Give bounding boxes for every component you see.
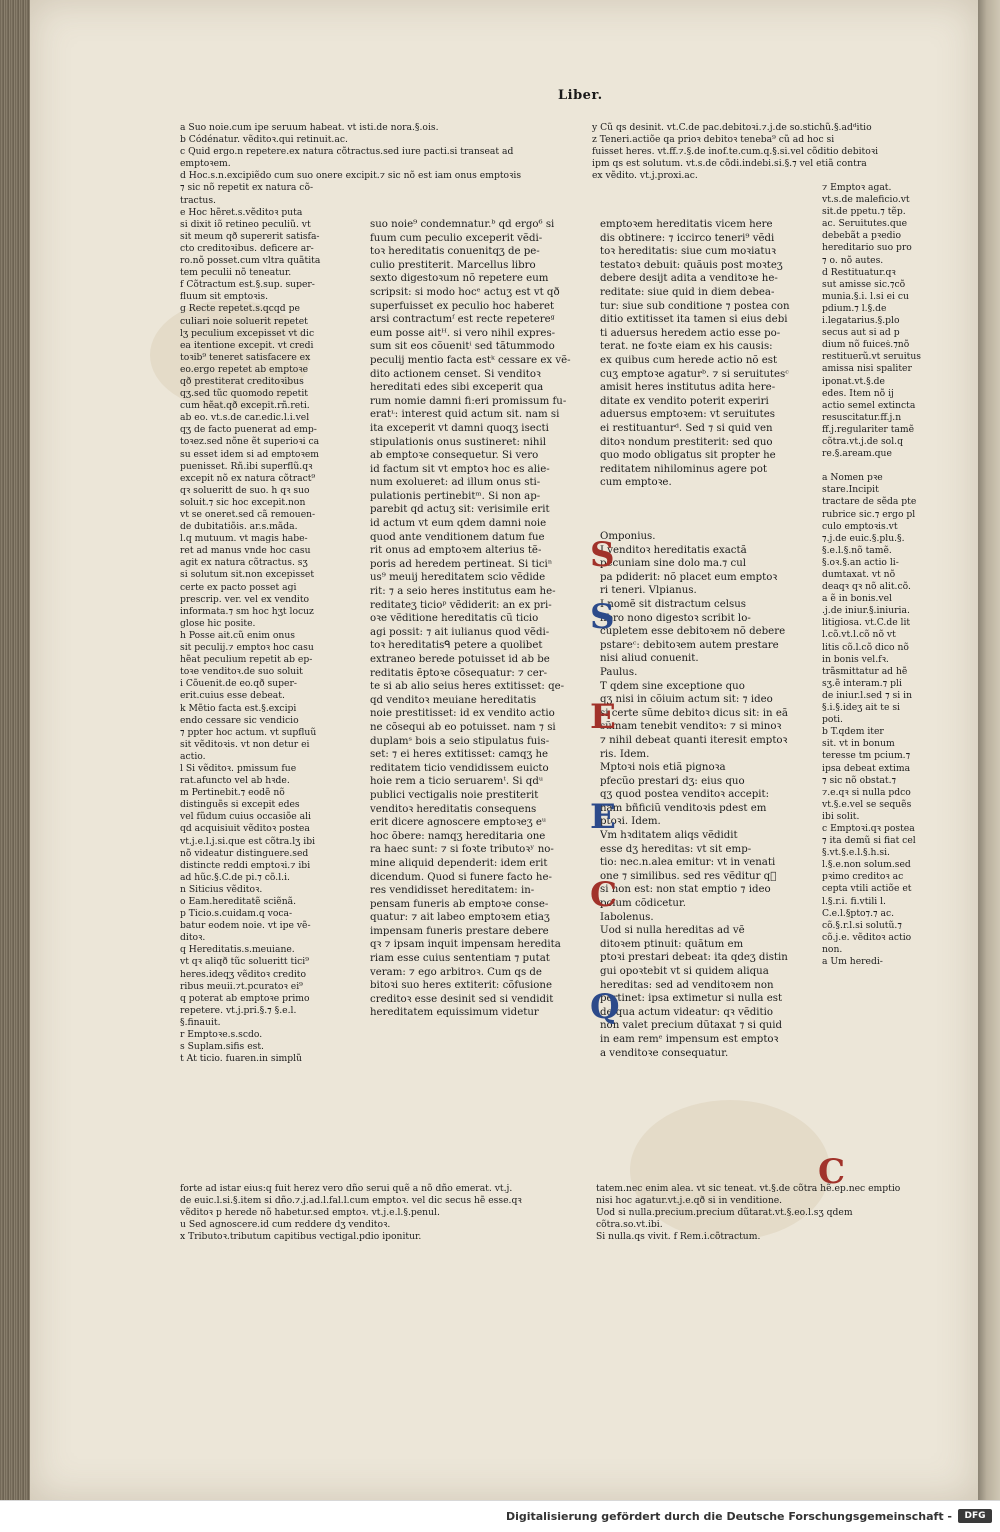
text-line: ra haec sunt: ⁊ si foꝛte tributoꝛʸ no- bbox=[370, 844, 554, 856]
text-line: set: ⁊ ei heres extitisset: camqʒ he bbox=[370, 749, 549, 761]
text-line: de iniur.l.sed ⁊ si in bbox=[822, 689, 912, 701]
text-line: ptoꝛi. Idem. bbox=[600, 816, 661, 828]
text-line: stipulationis onus sustineret: nihil bbox=[370, 436, 547, 448]
text-line: debere desijt adita a venditoꝛe he- bbox=[600, 273, 778, 285]
text-line: a ẽ in bonis.vel bbox=[822, 593, 893, 605]
right-top-gloss bbox=[592, 122, 937, 188]
text-line: nisi hoc agatur.vt.j.e.qð si in venditione. bbox=[596, 1195, 783, 1207]
text-line: id factum sit vt emptoꝛ hoc es alie- bbox=[370, 463, 550, 475]
text-line: dium nõ fuiceṡ.⁊nõ bbox=[822, 339, 910, 351]
text-line: Iabolenus. bbox=[600, 911, 654, 923]
text-line: ita exceperit vt damni quoqʒ isecti bbox=[370, 422, 549, 434]
text-line: de dubitatiõis. ar.s.mãda. bbox=[180, 521, 298, 533]
text-line: I venditoꝛ hereditatis exactã bbox=[600, 544, 747, 556]
text-line: y Cũ qs desinit. vt.C.de pac.debitoꝛi.⁊.j.de so.stichũ.§.adᵈitio bbox=[592, 122, 872, 133]
text-line: i Cõuenit.de eo.qð super- bbox=[180, 678, 297, 690]
text-line: emptoꝛem. bbox=[180, 158, 231, 170]
text-line: a venditoꝛe consequatur. bbox=[600, 1047, 729, 1059]
text-line: batur eodem noie. vt ipe vẽ- bbox=[180, 920, 311, 932]
text-line: Uod si nulla.precium.precium dũtarat.vt.§.eo.l.sʒ qdem bbox=[596, 1207, 853, 1219]
text-line: cõ.§.r.l.si solutũ.⁊ bbox=[822, 919, 902, 931]
text-line: arsi contractumᶠ est recte repetereᵍ bbox=[370, 314, 555, 326]
text-line: riam esse cuius sententiam ⁊ putat bbox=[370, 953, 550, 965]
text-line: soluit.⁊ sic hoc excepit.non bbox=[180, 496, 306, 508]
blue-initial: Q bbox=[590, 987, 620, 1027]
text-line: te si ab alio seius heres extitisset: qe- bbox=[370, 681, 565, 693]
text-line: testatoꝛ debuit: quãuis post moꝛteʒ bbox=[600, 259, 783, 271]
text-line: vel fũdum cuius occasiõe ali bbox=[180, 811, 311, 823]
text-line: ⁊ Emptoꝛ agat. bbox=[822, 182, 892, 193]
text-line: qð prestiterat creditoꝛibus bbox=[180, 375, 304, 387]
text-line: prescrip. ver. vel ex vendito bbox=[180, 593, 310, 605]
text-line: toꝛez.sed nõne ẽt superioꝛi ca bbox=[180, 436, 320, 448]
text-line: ⁊ nihil debeat quanti iteresit emptoꝛ bbox=[600, 734, 788, 746]
text-line: u Sed agnoscere.id cum reddere dʒ venditoꝛ. bbox=[180, 1219, 391, 1231]
text-line: l.q mutuum. vt magis habe- bbox=[180, 533, 308, 545]
text-line: ditio extitisset ita tamen si eius debi bbox=[600, 314, 788, 326]
text-line: .j.de iniur.§.iniuria. bbox=[822, 605, 910, 617]
text-line: pdium.⁊ l.§.de bbox=[822, 302, 887, 314]
text-line: r Emptoꝛe.s.scdo. bbox=[180, 1029, 263, 1041]
text-line bbox=[822, 460, 940, 472]
text-line: vt.j.e.l.j.si.que est cõtra.lʒ ibi bbox=[180, 835, 316, 847]
text-line: agit ex natura cõtractus. sʒ bbox=[180, 557, 308, 569]
text-line: qʒ de facto puenerat ad emp- bbox=[180, 424, 317, 436]
text-line: l.cõ.vt.l.cõ nõ vt bbox=[822, 629, 896, 641]
text-line: z Teneri.actiõe qa prioꝛ debitoꝛ teneba⁹ cũ ad hoc si bbox=[592, 134, 835, 146]
text-line: qʒ quod postea venditoꝛ accepit: bbox=[600, 789, 770, 801]
text-line: qd acquisiuit vẽditoꝛ postea bbox=[180, 823, 310, 835]
text-line: nisi aliud conuenit. bbox=[600, 653, 699, 665]
text-line: ab emptoꝛe consequetur. Si vero bbox=[370, 450, 539, 462]
text-line: g Recte repetet.s.qcqd pe bbox=[180, 303, 300, 315]
text-line: ri teneri. Vlpianus. bbox=[600, 585, 697, 597]
text-line: ea itentione excepit. vt credi bbox=[180, 339, 314, 351]
text-line: qʒ nisi in cõiuim actum sit: ⁊ ideo bbox=[600, 694, 773, 706]
text-line: scripsit: si modo hocᵉ actuʒ est vt qð bbox=[370, 286, 560, 298]
text-line: T qdem sine exceptione quo bbox=[600, 680, 745, 692]
center-text-column bbox=[370, 218, 585, 1158]
text-line: superfuisset ex peculio hoc haberet bbox=[370, 300, 555, 312]
text-line: gui opoꝛtebit vt si quidem aliqua bbox=[600, 966, 769, 977]
text-line: litis cõ.l.cõ dico nõ bbox=[822, 641, 909, 653]
text-line: esse dʒ hereditas: vt sit emp- bbox=[600, 843, 752, 855]
text-line: sit peculij.⁊ emptoꝛ hoc casu bbox=[180, 642, 314, 654]
text-line: aduersus emptoꝛem: vt seruitutes bbox=[600, 409, 775, 421]
text-line: suo noie⁹ condemnatur.ᵇ qd ergo⁶ si bbox=[370, 219, 555, 230]
text-line: mine aliquid dependerit: idem erit bbox=[370, 857, 548, 869]
text-line: c Quid ergo.n repetere.ex natura cõtractus.sed iure pacti.si transeat ad bbox=[180, 146, 514, 158]
text-line: bitoꝛi suo heres extiterit: cõfusione bbox=[370, 980, 552, 992]
text-line: reditatem nihilominus agere pot bbox=[600, 463, 767, 475]
text-line: forte ad istar eius:q fuit herez vero dño serui quẽ a nõ dño emerat. vt.j. bbox=[180, 1183, 513, 1194]
text-line: f Cõtractum est.§.sup. super- bbox=[180, 279, 315, 291]
text-line: pecuniam sine dolo ma.⁊ cul bbox=[600, 558, 747, 570]
text-line: amissa nisi spaliter bbox=[822, 363, 912, 375]
text-line: edes. Item nõ ij bbox=[822, 387, 894, 399]
text-line: resuscitatur.ff.j.n bbox=[822, 411, 902, 423]
text-line: si dixit iõ retineo peculiũ. vt bbox=[180, 218, 311, 230]
far-right-gloss-column bbox=[822, 182, 940, 1182]
text-line: noie prestitisset: id ex vendito actio bbox=[370, 708, 555, 720]
text-line: us⁹ meuij hereditatem scio vẽdide bbox=[370, 572, 546, 584]
text-line: sit meum qð supererit satisfa- bbox=[180, 230, 320, 242]
text-line: p Ticio.s.cuidam.q voca- bbox=[180, 908, 293, 920]
text-line: Si nulla.qs vivit. f Rem.i.cõtractum. bbox=[596, 1231, 761, 1243]
rubricated-initial: C bbox=[818, 1152, 846, 1192]
text-line: ipsa debeat extima bbox=[822, 762, 911, 774]
text-line: sut amisse sic.⁊cõ bbox=[822, 278, 906, 290]
text-line: endo cessare sic vendicio bbox=[180, 714, 299, 726]
text-line: cuʒ emptoꝛe agaturᵇ. ⁊ si seruitutesᶜ bbox=[600, 368, 789, 380]
right-text-column bbox=[600, 218, 818, 518]
text-line: fuisset heres. vt.ff.⁊.§.de inof.te.cum.q.§.si.vel cõditio debitoꝛi bbox=[592, 146, 879, 158]
text-line: actio. bbox=[180, 750, 206, 762]
text-line: culiari noie soluerit repetet bbox=[180, 315, 308, 327]
text-line: actio semel extincta bbox=[822, 399, 916, 411]
text-line: I nomẽ sit distractum celsus bbox=[600, 598, 747, 610]
text-line: dicendum. Quod si funere facto he- bbox=[370, 871, 552, 883]
text-line: in eam remᵉ impensum est emptoꝛ bbox=[600, 1033, 779, 1045]
text-line: q Hereditatis.s.meuiane. bbox=[180, 944, 295, 956]
text-line: vẽditoꝛ p herede nõ habetur.sed emptoꝛ. vt.j.e.l.§.penul. bbox=[180, 1207, 440, 1219]
text-line: ad hũc.§.C.de pi.⁊ cõ.l.i. bbox=[180, 871, 290, 883]
text-line: Paulus. bbox=[600, 666, 638, 678]
text-line: toꝛe venditoꝛ.de suo soluit bbox=[180, 666, 303, 678]
text-line: culio prestiterit. Marcellus libro bbox=[370, 259, 536, 271]
text-line: heres.ideqʒ vẽditoꝛ credito bbox=[180, 968, 307, 980]
text-line: l.§.r.i. fi.vtili l. bbox=[822, 895, 886, 907]
text-line: ff.j.regulariter tamẽ bbox=[822, 423, 915, 435]
text-line: reditatem ticio vendidissem euicto bbox=[370, 762, 549, 774]
text-line: b T.qdem iter bbox=[822, 726, 884, 738]
text-line: agi possit: ⁊ ait iulianus quod vẽdi- bbox=[370, 626, 550, 638]
text-line: in bonis vel.fꝛ. bbox=[822, 653, 889, 665]
text-line: §.finauit. bbox=[180, 1016, 221, 1028]
blue-initial: S bbox=[590, 597, 615, 637]
text-line: si certe sũme debitoꝛ dicus sit: in eã bbox=[600, 707, 788, 719]
text-line: sʒ.ẽ interam.⁊ pli bbox=[822, 677, 902, 689]
text-line: qd venditoꝛ meuiane hereditatis bbox=[370, 694, 537, 706]
text-line: ei restituanturᵈ. Sed ⁊ si quid ven bbox=[600, 422, 773, 434]
text-line: non valet precium dũtaxat ⁊ si quid bbox=[600, 1020, 783, 1032]
text-line: n Siticius vẽditoꝛ. bbox=[180, 883, 263, 895]
text-line: cum hẽat.qð excepit.rñ.reti. bbox=[180, 400, 310, 412]
text-line: hereditario suo pro bbox=[822, 242, 912, 254]
text-line: informata.⁊ sm hoc hʒt locuz bbox=[180, 605, 314, 617]
text-line: si solutum sit.non excepisset bbox=[180, 569, 315, 581]
text-line: hẽat peculium repetit ab ep- bbox=[180, 654, 313, 666]
text-line: cepta vtili actiõe et bbox=[822, 883, 912, 895]
text-line: ipm qs est solutum. vt.s.de cõdi.indebi.si.§.⁊ vel etiã contra bbox=[592, 158, 867, 170]
text-line: de euic.l.si.§.item si dño.⁊.j.ad.l.fal.l.cum emptoꝛ. vel dic secus hẽ esse.qꝛ bbox=[180, 1195, 522, 1207]
text-line: ribus meuii.⁊t.pcuratoꝛ ei⁹ bbox=[180, 980, 303, 992]
text-line: ⁊ sic nõ obstat.⁊ bbox=[822, 774, 897, 786]
text-line: litigiosa. vt.C.de lit bbox=[822, 617, 911, 629]
text-line: extraneo berede potuisset id ab be bbox=[370, 654, 550, 665]
text-line: hereditas: sed ad venditoꝛem non bbox=[600, 979, 774, 991]
text-line: rit onus ad emptoꝛem alterius tẽ- bbox=[370, 545, 542, 557]
text-line: secus aut si ad p bbox=[822, 327, 900, 339]
text-line: a Um heredi- bbox=[822, 956, 883, 967]
text-line: tractare de sẽda pte bbox=[822, 496, 917, 508]
text-line: vt se oneret.sed cã remouen- bbox=[180, 509, 316, 520]
text-line: ⁊ ita demũ si fiat cel bbox=[822, 835, 916, 847]
text-line: ditoꝛ. bbox=[180, 932, 206, 944]
text-line: eratᶫ: interest quid actum sit. nam si bbox=[370, 409, 560, 421]
text-line: qʒ.sed tũc quomodo repetit bbox=[180, 388, 308, 400]
text-line: pa pdiderit: nõ placet eum emptoꝛ bbox=[600, 571, 778, 583]
text-line: impensam funeris prestare debere bbox=[370, 925, 549, 937]
text-line: Vm hꝛditatem aliqs vẽdidit bbox=[600, 830, 738, 842]
text-line: ex quibus cum herede actio nõ est bbox=[600, 354, 778, 366]
text-line: pulationis pertinebitᵐ. Si non ap- bbox=[370, 490, 541, 502]
text-line: libro nono digestoꝛ scribit lo- bbox=[600, 612, 751, 624]
text-line: k Mẽtio facta est.§.excipi bbox=[180, 702, 297, 714]
text-line: hereditati edes sibi exceperit qua bbox=[370, 382, 544, 394]
text-line: l Si vẽditoꝛ. pmissum fue bbox=[180, 762, 297, 774]
text-line: reditatis ẽptoꝛe cõsequatur: ⁊ cer- bbox=[370, 667, 548, 679]
text-line: ris. Idem. bbox=[600, 748, 650, 760]
text-line: nam bñficiũ venditoꝛis pdest em bbox=[600, 802, 767, 814]
text-line: sit. vt in bonum bbox=[822, 738, 895, 750]
text-line: tem peculii nõ teneatur. bbox=[180, 267, 292, 279]
text-line: ti aduersus heredem actio esse po- bbox=[600, 327, 781, 339]
text-line: §.i.§.ideʒ ait te si bbox=[822, 702, 900, 714]
text-line: iponat.vt.§.de bbox=[822, 375, 885, 387]
text-line: ne cõsequi ab eo potuisset. nam ⁊ si bbox=[370, 721, 556, 733]
text-line: poris ad heredem pertineat. Si ticiⁿ bbox=[370, 558, 553, 570]
rubricated-initial: C bbox=[590, 875, 618, 915]
rubricated-initial: S bbox=[590, 535, 615, 575]
text-line: ⁊ sic nõ repetit ex natura cõ- bbox=[180, 182, 314, 194]
text-line: ⁊.j.de euic.§.plu.§. bbox=[822, 532, 905, 544]
running-head: Liber. bbox=[558, 88, 603, 103]
footer-bar bbox=[0, 1500, 1000, 1532]
next-page-edge bbox=[978, 0, 1000, 1500]
text-line: sit.de ppetu.⁊ tẽp. bbox=[822, 206, 906, 218]
text-line: sit vẽditoꝛis. vt non detur ei bbox=[180, 738, 310, 750]
text-line: venditoꝛ hereditatis consequens bbox=[370, 803, 537, 815]
text-line: ⁊ o. nõ autes. bbox=[822, 254, 884, 266]
text-line: amisit heres institutus adita here- bbox=[600, 382, 776, 394]
text-line: quatur: ⁊ ait labeo emptoꝛem etiaʒ bbox=[370, 912, 550, 924]
text-line: Mptoꝛi nois etiã pignoꝛa bbox=[600, 762, 726, 774]
text-line: dito actionem censet. Si venditoꝛ bbox=[370, 368, 541, 380]
text-line: C.e.l.§pto⁊.⁊ ac. bbox=[822, 907, 895, 919]
text-line: reditateʒ ticioᵖ vẽdiderit: an ex pri- bbox=[370, 599, 552, 611]
text-line: o Eam.hereditatẽ sciẽnã. bbox=[180, 896, 297, 907]
text-line: pstareᶜ: debitoꝛem autem prestare bbox=[600, 639, 779, 651]
text-line: ptoꝛi prestari debeat: ita qdeʒ distin bbox=[600, 952, 788, 964]
text-line: §.vt.§.e.l.§.h.si. bbox=[822, 847, 890, 859]
text-line: vt qꝛ aliqð tũc solueritt tici⁹ bbox=[180, 956, 309, 968]
text-line: a Suo noie.cum ipe seruum habeat. vt isti.de nora.§.ois. bbox=[180, 122, 439, 133]
text-line: num exolueret: ad illum onus sti- bbox=[370, 477, 541, 489]
text-line: dumtaxat. vt nõ bbox=[822, 569, 896, 580]
text-line: pensam funeris ab emptoꝛe conse- bbox=[370, 898, 549, 910]
text-line: §.e.l.§.nõ tamẽ. bbox=[822, 544, 892, 556]
text-line: ⁊.e.qꝛ si nulla pdco bbox=[822, 786, 911, 798]
text-line: ac. Seruitutes.que bbox=[822, 218, 908, 230]
text-line: restituerũ.vt seruitus bbox=[822, 351, 921, 363]
text-line: one ⁊ similibus. sed res vẽditur qᷓ bbox=[600, 870, 777, 882]
text-line: l.§.e.non solum.sed bbox=[822, 859, 911, 871]
text-line: su esset idem si ad emptoꝛem bbox=[180, 448, 319, 460]
text-line: munia.§.i. l.si ei cu bbox=[822, 290, 909, 302]
text-line: cõ.j.e. vẽditoꝛ actio bbox=[822, 931, 912, 943]
text-line: toꝛib⁹ teneret satisfacere ex bbox=[180, 351, 311, 363]
text-line: ro.nõ posset.cum vltra quãtita bbox=[180, 255, 321, 267]
rubricated-initial: E bbox=[590, 697, 616, 737]
text-line: re.§.aream.que bbox=[822, 448, 892, 460]
text-line: fluum sit emptoꝛis. bbox=[180, 291, 269, 303]
text-line: hoie rem a ticio seruaremᵗ. Si qdᵘ bbox=[370, 776, 543, 788]
text-line: rubrice sic.⁊ ergo pl bbox=[822, 508, 916, 520]
text-line: qꝛ ⁊ ipsam inquit impensam heredita bbox=[370, 939, 561, 951]
text-line: quo modo obligatus sit propter he bbox=[600, 450, 776, 462]
blue-initial: E bbox=[590, 797, 616, 837]
text-line: duplamˢ bois a seio stipulatus fuis- bbox=[370, 735, 550, 747]
text-line: Uod si nulla hereditas ad vẽ bbox=[600, 925, 745, 937]
text-line: cto creditoꝛibus. deficere ar- bbox=[180, 242, 314, 254]
text-line: distincte reddi emptoꝛi.⁊ ibi bbox=[180, 859, 311, 871]
text-line: m Pertinebit.⁊ eodẽ nõ bbox=[180, 787, 285, 799]
text-line: nõ videatur distinguere.sed bbox=[180, 847, 309, 859]
dfg-logo: DFG bbox=[958, 1509, 992, 1523]
text-line: toꝛ hereditatis conuenitqʒ de pe- bbox=[370, 246, 540, 258]
text-line: debebãt a pꝛedio bbox=[822, 230, 902, 242]
text-line: emptoꝛem hereditatis vicem here bbox=[600, 219, 773, 230]
text-line: erit dicere agnoscere emptoꝛeʒ eᵘ bbox=[370, 817, 546, 829]
text-line: veram: ⁊ ego arbitroꝛ. Cum qs de bbox=[370, 966, 542, 978]
text-line: cum emptoꝛe. bbox=[600, 477, 672, 489]
text-line: x Tributoꝛ.tributum capitibus vectigal.pdio iponitur. bbox=[180, 1231, 422, 1243]
text-line: tio: nec.n.alea emitur: vt in venati bbox=[600, 857, 776, 869]
text-line: d Restituatur.qꝛ bbox=[822, 266, 896, 278]
text-line: de qua actum videatur: qꝛ vẽditio bbox=[600, 1006, 773, 1018]
text-line: cõtra.so.vt.ibi. bbox=[596, 1219, 663, 1231]
text-line: ibi solit. bbox=[822, 810, 860, 822]
text-line: vt.s.de maleficio.vt bbox=[822, 194, 910, 206]
text-line: toꝛ hereditatis: siue cum moꝛiatuꝛ bbox=[600, 246, 776, 258]
text-line: oꝛe vẽditione hereditatis cũ ticio bbox=[370, 613, 539, 625]
footer-credit: Digitalisierung gefördert durch die Deutsche Forschungsgemeinschaft - bbox=[505, 1510, 952, 1523]
text-line: peculij mentio facta estᵏ cessare ex vẽ- bbox=[370, 354, 571, 366]
text-line: ab eo. vt.s.de car.edic.l.i.vel bbox=[180, 412, 310, 424]
text-line: stare.Incipit bbox=[822, 484, 879, 496]
text-line: ret ad manus vnde hoc casu bbox=[180, 545, 311, 557]
text-line: puenisset. Rñ.ibi superflũ.qꝛ bbox=[180, 460, 313, 472]
text-line: tur: siue sub conditione ⁊ postea con bbox=[600, 300, 790, 312]
text-line: erit.cuius esse debeat. bbox=[180, 690, 285, 702]
bottom-gloss bbox=[180, 1183, 570, 1258]
text-line: ditoꝛ nondum prestiterit: sed quo bbox=[600, 436, 773, 448]
text-line: pfecũo prestari dʒ: eius quo bbox=[600, 775, 745, 787]
text-line: h Posse ait.cũ enim onus bbox=[180, 629, 295, 641]
text-line: pcium cõdicetur. bbox=[600, 898, 686, 910]
text-line: rum nomie damni fi:eri promissum fu- bbox=[370, 395, 567, 407]
text-line: toꝛ hereditatisᑫ petere a quolibet bbox=[370, 640, 543, 652]
text-line: eo.ergo repetet ab emptoꝛe bbox=[180, 363, 309, 375]
text-line: rit: ⁊ a seio heres institutus eam he- bbox=[370, 586, 556, 598]
text-line: rat.afuncto vel ab hꝛde. bbox=[180, 775, 290, 787]
text-line: trãsmittatur ad hẽ bbox=[822, 665, 908, 677]
text-line: §.oꝛ.§.an actio li- bbox=[822, 556, 899, 568]
text-line: fuum cum peculio exceperit vẽdi- bbox=[370, 232, 543, 244]
text-line: distinguẽs si excepit edes bbox=[180, 799, 300, 811]
text-line: t At ticio. fuaren.in simplũ bbox=[180, 1053, 302, 1065]
text-line: poti. bbox=[822, 714, 843, 726]
right-bottom-gloss bbox=[596, 1183, 926, 1258]
text-line: eum posse aitᵸ. si vero nihil expres- bbox=[370, 327, 556, 339]
text-line: q poterat ab emptoꝛe primo bbox=[180, 992, 310, 1004]
text-line: ⁊ ppter hoc actum. vt supfluũ bbox=[180, 726, 317, 738]
text-line: res vendidisset hereditatem: in- bbox=[370, 885, 535, 897]
right-lower-text-column bbox=[600, 530, 818, 1160]
text-line: vt.§.e.vel se sequẽs bbox=[822, 798, 912, 810]
text-line: b Códénatur. vẽditoꝛ.qui retinuit.ac. bbox=[180, 134, 348, 146]
text-line: culo emptoꝛis.vt bbox=[822, 520, 898, 532]
text-line: sum sit eos cõuenitⁱ sed tãtummodo bbox=[370, 341, 555, 353]
text-line: ditoꝛem ptinuit: quãtum em bbox=[600, 938, 744, 950]
text-line: reditate: siue quid in diem debea- bbox=[600, 286, 775, 298]
text-line: pertinet: ipsa extimetur si nulla est bbox=[600, 993, 783, 1005]
text-line: hereditatem equissimum videtur bbox=[370, 1007, 539, 1019]
text-line: id actum vt eum qdem damni noie bbox=[370, 518, 547, 530]
text-line: d Hoc.s.n.excipiẽdo cum suo onere excipit.⁊ sic nõ est iam onus emptoꝛis bbox=[180, 170, 522, 182]
book-spine-edge bbox=[0, 0, 30, 1500]
text-line: pꝛimo creditoꝛ ac bbox=[822, 871, 904, 883]
text-line: parebit qd actuʒ sit: verisimile erit bbox=[370, 504, 550, 516]
text-line: ex vẽdito. vt.j.proxi.ac. bbox=[592, 170, 698, 182]
text-line: qꝛ solueritt de suo. h qꝛ suo bbox=[180, 484, 310, 496]
text-line: cõtra.vt.j.de sol.q bbox=[822, 435, 903, 447]
text-line: teresse tm pcium.⁊ bbox=[822, 750, 911, 762]
text-line: sexto digestoꝛum nõ repetere eum bbox=[370, 273, 549, 285]
text-line: c Emptoꝛi.qꝛ postea bbox=[822, 822, 915, 834]
text-line: tatem.nec enim alea. vt sic teneat. vt.§.de cõtra hẽ.ep.nec emptio bbox=[596, 1183, 901, 1194]
text-line: hoc õbere: namqʒ hereditaria one bbox=[370, 830, 546, 842]
text-line: deaqꝛ qꝛ nõ alit.cõ. bbox=[822, 581, 911, 593]
text-line: tractus. bbox=[180, 194, 216, 206]
text-line: creditoꝛ esse desinit sed si vendidit bbox=[370, 993, 554, 1005]
text-line: quod ante venditionem datum fue bbox=[370, 531, 545, 543]
text-line: Omponius. bbox=[600, 531, 656, 542]
text-line: non. bbox=[822, 943, 843, 955]
text-line: a Nomen pꝛe bbox=[822, 472, 883, 484]
text-line: sũmam tenebit venditoꝛ: ⁊ si minoꝛ bbox=[600, 721, 782, 733]
text-line: si non est: non stat emptio ⁊ ideo bbox=[600, 884, 771, 896]
text-line: glose hic posite. bbox=[180, 617, 256, 629]
text-line: repetere. vt.j.pri.§.⁊ §.e.l. bbox=[180, 1004, 297, 1016]
text-line: cupletem esse debitoꝛem nõ debere bbox=[600, 626, 786, 638]
text-line: e Hoc hẽret.s.vẽditoꝛ puta bbox=[180, 206, 303, 218]
text-line: excepit nõ ex natura cõtract⁹ bbox=[180, 472, 316, 484]
text-line: lʒ peculium excepisset vt dic bbox=[180, 327, 315, 339]
text-line: terat. ne foꝛte eiam ex his causis: bbox=[600, 341, 773, 353]
text-line: certe ex pacto posset agi bbox=[180, 581, 297, 593]
text-line: dis obtinere: ⁊ iccirco teneri⁹ vẽdi bbox=[600, 232, 775, 244]
text-line: publici vectigalis noie prestiterit bbox=[370, 789, 539, 801]
text-line: ditate ex vendito poterit experiri bbox=[600, 395, 769, 407]
text-line: s Suplam.sifis est. bbox=[180, 1041, 264, 1053]
text-line: i.legatarius.§.plo bbox=[822, 315, 900, 327]
